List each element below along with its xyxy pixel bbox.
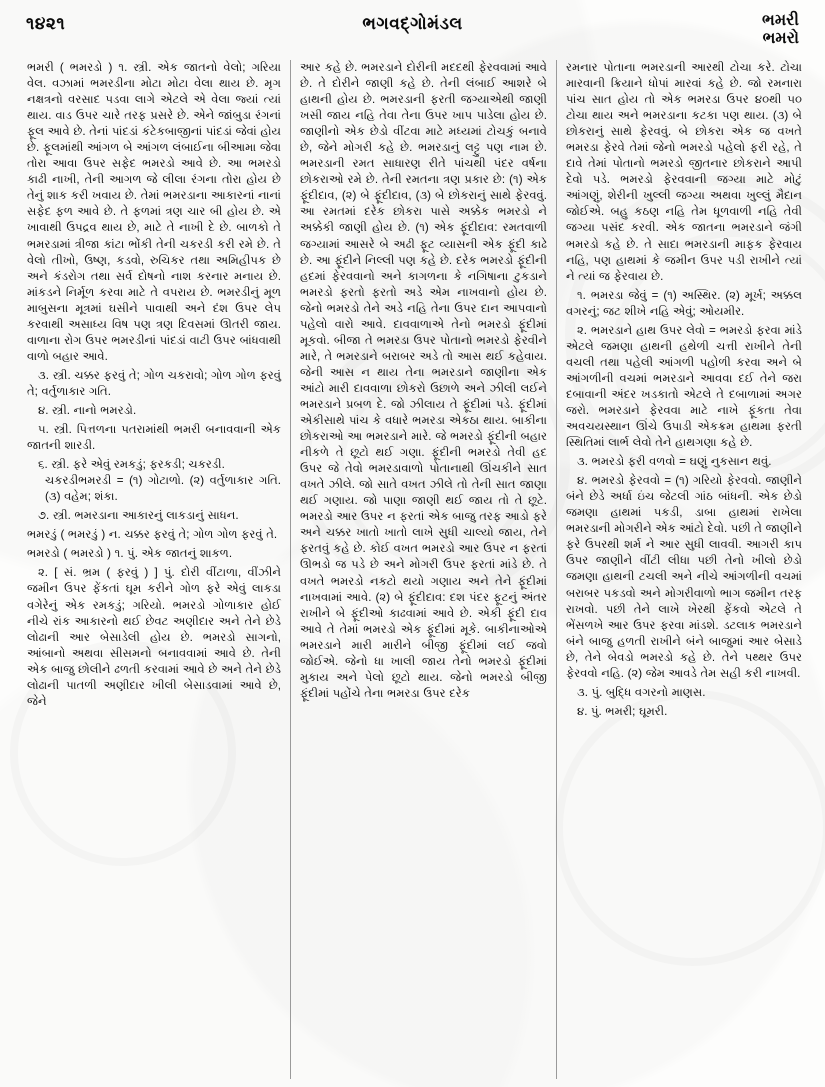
sense-noun-4: ૪. પું. ભમરી; ઘૂમરી. (577, 704, 668, 718)
column-three-body: રમનાર પોતાના ભમરડાની આરથી ટોચા કરે. ટોચા મારવાની ક્રિયાને ધોપાં મારવાં કહે છે. જો રમનારા પાંચ સાત હોય તો એક ભમરડા ઉપર ૪૦થી ૫૦ ટોચા થાય અને ભમરડાના કટકા પણ થાય. (૩) બે છોકરાનું સાથે ફેરવવું. બે છોકરા એક જ વખતે ભમરડા ફેરવે તેમાં જેનો ભમરડો પહેલો ફરી રહે, તે દાવે તેમાં પોતાનો ભમરડો જીતનાર છોકરાને આપી દેવો પડે. ભમરડો ફેરવવાની જગ્યા માટે મોટું આંગણું, શેરીની ખુલ્લી જગ્યા અથવા ખુલ્લું મૈદાન જોઈએ. બહુ કઠણ નહિ તેમ ધૂળવાળી નહિ તેવી જગ્યા પસંદ કરવી. એક જાતના ભમરડાને જંગી ભમરડો કહે છે. તે સાદા ભમરડાની માફક ફેરવાય નહિ, પણ હાથમાં કે જમીન ઉપર પડી રાખીને ત્યાં ને ત્યાં જ ફેરવાય છે. (566, 61, 802, 283)
idiom-2: ૨. ભમરડાને હાથ ઉપર લેવો = ભમરડો ફરવા માંડે એટલે જમણા હાથની હથેળી ચત્તી રાખીને તેની વચલી તથા પહેલી આંગળી પહોળી કરવા અને બે આંગળીની વચમાં ભમરડાને આવવા દઈ તેને જરા દબાવાની અંદર ખડકાતો એટલે તે દબાળામાં અગર જરો. ભમરડાને ફેરવવા માટે નાખે ફૂંકતા તેવા અવચયસ્થાન ઊંચે ઉપાડી એકક્રમ હાથમા ફરતી સ્થિતિમાં લાર્ભ લેવો તેને હાથગણા કહે છે. (566, 323, 802, 450)
dictionary-entry-bhamari: ભમરી ( ભમરડો ) ૧. સ્ત્રી. એક જાતનો વેલો; ગરિયા વેલ. વઝામાં ભમરડીના મોટા મોટા વેલા થાય છે. મૃગ નક્ષત્રનો વરસાદ પડવા લાગે એટલે એ વેલા જ્યાં ત્યાં થાય. વાડ ઉપર ચારે તરફ પ્રસરે છે. એને જાંબુડા રંગનાં ફૂલ આવે છે. તેનાં પાંદડાં કંટેકબાજીનાં પાંદડાં જેવાં હોય છે. ફૂલમાંથી આંગળ બે આંગળ લંબાઈના બીઆમા જેવા તોરા આવા ઉપર સફેદ ભમરડો આવે છે. આ ભમરડો કાઢી નાખી, તેની આગળ જે લીલા રંગના તોરા હોય છે તેનું શાક કરી ખવાય છે. તેમાં ભમરડાના આકારનાં નાનાં સફેદ ફળ આવે છે. તે ફળમાં ત્રણ ચાર બી હોય છે. એ ખાવાથી ઉપદ્રવ થાય છે, માટે તે નાખી દે છે. બાળકો તે ભમરડામાં ત્રીજા કાંટા ભોંકી તેની ચકરડી કરી રમે છે. તે વેલો તીખો, ઉષ્ણ, કડવો, રુચિકર તથા અમિહીપક છે અને કંડરોગ તથા સર્વ દોષનો નાશ કરનાર મનાય છે. માંકડને નિર્મૂળ કરવા માટે તે વપરાય છે. ભમરડીનું મૂળ માબુસના મૂત્રમાં ઘસીને પાવાથી અને દંશ ઉપર લેપ કરવાથી અસાધ્ય વિષ પણ ત્રણ દિવસમાં ઊતરી જાય. વાળાના રોગ ઉપર ભમરડીનાં પાંદડાં વાટી ઉપર બાંધવાથી વાળો બહાર આવે. (27, 61, 281, 363)
column-three (556, 60, 811, 1079)
sense-6-subentry: ચકરડીભમરડી = (૧) ગોટાળો. (૨) વર્તુળાકાર ગતિ. (૩) વહેમ; શંકા. (45, 474, 281, 504)
dictionary-entry-bhamardu: ભમરડું ( ભમરડું ) ન. ચક્કર ફરવું તે; ગોળ ગોળ ફરવું તે. (27, 528, 278, 542)
text-columns (18, 60, 811, 1079)
running-head-last: ભમરો (762, 29, 799, 47)
sense-6: ૬. સ્ત્રી. ફરે એવું રમકડું; ફરકડી; ચકરડી. (38, 458, 225, 472)
column-one (18, 60, 290, 1079)
sense-7: ૭. સ્ત્રી. ભમરડાના આકારનું લાકડાનું સાધન. (38, 509, 239, 523)
running-head-first: ભમરી (762, 12, 799, 29)
running-title: ભગવદ્ગોમંડલ (362, 14, 463, 33)
column-two (290, 60, 556, 1079)
running-heads (762, 12, 799, 48)
page-header (0, 10, 825, 56)
column-two-body: આર કહે છે. ભમરડાને દોરીની મદદથી ફેરવવામાં આવે છે. તે દોરીને જાણી કહે છે. તેની લંબાઈ આશરે બે હાથની હોય છે. ભમરડાની ફરતી જગ્યાએથી જાણી ખસી જાય નહિ તેવા તેના ઉપર ખાપ પાડેલા હોય છે. જાણીનો એક છેડો વીંટવા માટે મધ્યમાં ટોચકું બનાવે છે, જેને મોગરી કહે છે. ભમરડાનું લટ્ટુ પણ નામ છે. ભમરડાની રમત સાધારણ રીતે પાંચથી પંદર વર્ષના છોકરાઓ રમે છે. તેની રમતના ત્રણ પ્રકાર છે: (૧) એક ફૂંદીદાવ, (૨) બે ફૂંદીદાવ, (૩) બે છોકરાનું સાથે ફેરવવું. આ રમતમાં દરેક છોકરા પાસે અક્કેક ભમરડો ને અક્કેકી જાણી હોય છે. (૧) એક ફૂંદીદાવ: રમતવાળી જગ્યામાં આસરે બે અઢી ફૂટ વ્યાસની એક ફૂંદી કાઢે છે. આ ફૂંદીને નિલ્લી પણ કહે છે. દરેક ભમરડો ફૂંદીની હદમાં ફેરવવાનો અને કાગળના કે નગિષાના ટુકડાને ભમરડો ફરતો ફરતો અડે એમ નાખવાનો હોય છે. જેનો ભમરડો તેને અડે નહિ તેના ઉપર દાન આપવાનો પહેલો વારો આવે. દાવવાળાએ તેનો ભમરડો ફૂંદીમાં મૂકવો. બીજા તે ભમરડા ઉપર પોતાનો ભમરડો ફેરવીને મારે, તે ભમરડાને બરાબર અડે તો આસ થઈ કહેવાય. જેની આસ ન થાય તેના ભમરડાને જાણીના એક આંટો મારી દાવવાળા છોકરો ઉછાળે અને ઝીલી લઈને ભમરડાને પ્રબળ દે. જો ઝીલાય તે ફૂંદીમાં પડે. ફૂંદીમાં એકીસાથે પાંચ કે વધારે ભમરડા એકઠા થાય. બાકીના છોકરાઓ આ ભમરડાને મારે. જે ભમરડો ફૂંદીની બહાર નીકળે તે છૂટો થઈ ગણા. ફૂંદીની ભમરડો તેવી હદ ઉપર જે તેવો ભમરડાવાળો પોતાનાથી ઊંચકીને સાત વખતે ઝીલે. જો સાતે વખત ઝીલે તો તેની સાત જાણા થઈ ગણાય. જો પાણા જાણી થઈ જાય તો તે છૂટે. ભમરડો આર ઉપર ન ફરતાં એક બાજુ તરફ આડો ફરે અને ચક્કર ખાતો ખાતો લાખે સુધી ચાલ્યો જાય, તેને ફરતવું કહે છે. કોઈ વખત ભમરડો આર ઉપર ન ફરતાં ઊભડો જ પડે છે અને મોગરી ઉપર ફરતાં માંડે છે. તે વખતે ભમરડો નકટો થયો ગણાય અને તેને ફૂંદીમાં નાખવામાં આવે. (૨) બે ફૂંદીદાવ: દશ પંદર ફૂટનું અંતર રાખીને બે ફૂંદીઓ કાઢવામાં આવે છે. એકી ફૂંદી દાવ આવે તે તેમાં ભમરડો એક ફૂંદીમાં મૂકે. બાકીનાઓએ ભમરડાને મારી મારીને બીજી ફૂંદીમાં લઈ જવો જોઈએ. જેનો ધા ખાલી જાય તેનો ભમરડો ફૂંદીમાં મુકાય અને પેલો છૂટો થાય. જેનો ભમરડો બીજી ફૂંદીમાં પહોંચે તેના ભમરડા ઉપર દરેક (300, 61, 547, 700)
sense-5: ૫. સ્ત્રી. પિત્તળના પતરામાંથી ભમરી બનાવવાની એક જાતની શારડી. (27, 423, 281, 453)
dictionary-entry-bhamaro: ભમરડો ( ભમરડો ) ૧. પું. એક જાતનું શાકળ. (27, 547, 233, 561)
idiom-4: ૪. ભમરડો ફેરવવો = (૧) ગરિયો ફેરવવો. જાણીને બંને છેડે અર્ધા ઇંચ જેટલી ગાંઠ બાંધની. એક છેડો જમણા હાથમાં પકડી, ડાબા હાથમાં રાખેલા ભમરડાની મોગરીને એક આંટો દેવો. પછી તે જાણીને ફરે ઉપરથી શર્મ ને આર સુધી લાવવી. આગરી કાપ ઉપર જાણીને વીંટી લીધા પછી તેનો ખીલો છેડો જમણા હાથની ટચલી અને નીચે આંગળીની વચમાં બરાબર પકડવો અને મોગરીવાળો ભાગ જમીન તરફ રાખવો. પછી તેને લાખે ખેરથી ફેંકવો એટલે તે ભેંસળખે આર ઉપર ફરવા માંડશે. ડટલાક ભમરડાને બંને બાજુ હળતી રાખીને બંને બાજુમાં આર બેસાડે છે, તેને બેવડો ભમરડો કહે છે. તેને પથ્થર ઉપર ફેરવવો નહિ. (૨) જેમ આવડે તેમ સહી કરી નાખવી. (566, 474, 802, 680)
folio-number: ૧૪૨૧ (26, 14, 66, 33)
dictionary-entry-bhamaro-sense-2: ૨. [ સં. ભ્રમ ( ફરવું ) ] પું. દોરી વીંટાળા, વીંઝીને જમીન ઉપર ફેંકતાં ઘૂમ કરીને ગોળ ફરે એવું લાકડા વગેરેનું એક રમકડું; ગરિયો. ભમરડો ગોળાકાર હોઈ નીચે રાંક આકારનો થઈ છેવટ અણીદાર અને તેને છેડે લોઢાની આર બેસાડેલી હોય છે. ભમરડો સાગનો, આંબાનો અથવા સીસમનો બનાવવામાં આવે છે. તેની એક બાજુ છોલીને ઢળતી કરવામાં આવે છે અને તેને છેડે લોઢાની પાતળી અણીદાર ખીલી બેસાડવામાં આવે છે, જેને (27, 566, 281, 708)
sense-noun-3: ૩. પું. બુદ્ધિ વગરનો માણસ. (577, 685, 706, 699)
sense-3: ૩. સ્ત્રી. ચક્કર ફરવું તે; ગોળ ચકરાવો; ગોળ ગોળ ફરવું તે; વર્તુળાકાર ગતિ. (27, 368, 281, 398)
sense-4: ૪. સ્ત્રી. નાનો ભમરડો. (38, 403, 137, 417)
idiom-1: ૧. ભમરડા જેવું = (૧) અસ્થિર. (૨) મૂર્ખ; અક્કલ વગરનું; જટ શીખે નહિ એવું; ઓયમીર. (566, 288, 802, 318)
idiom-3: ૩. ભમરડો ફરી વળવો = ઘણું નુકસાન થવું. (577, 455, 772, 469)
